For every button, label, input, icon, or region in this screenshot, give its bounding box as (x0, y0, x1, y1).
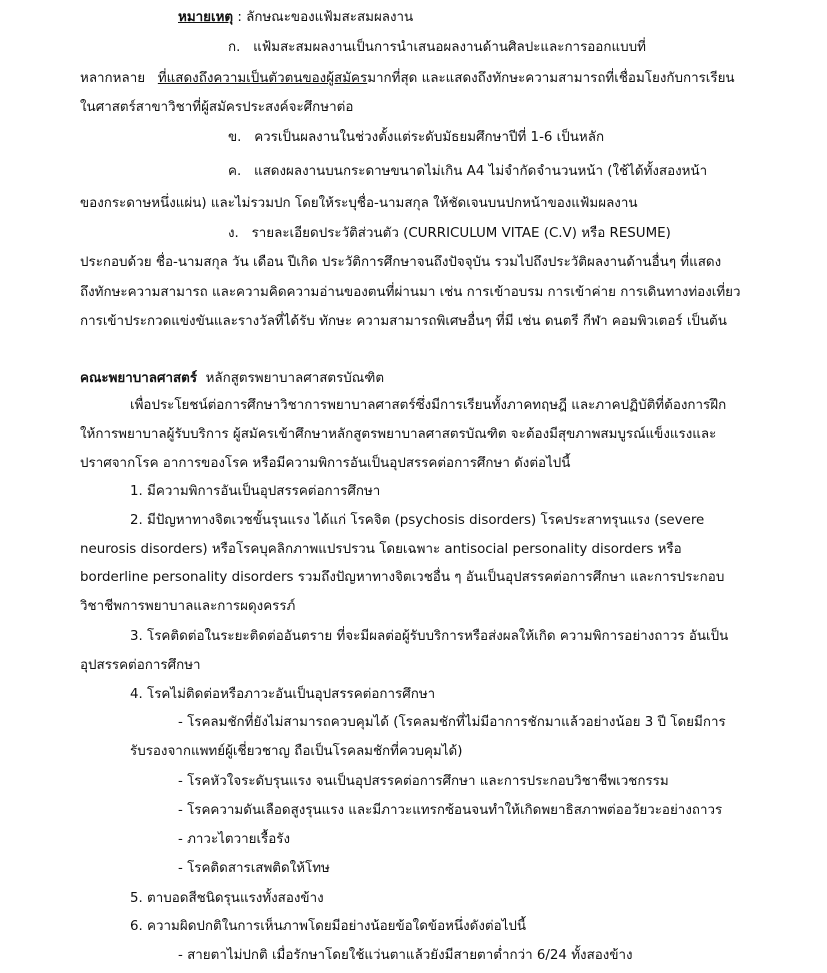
criterion-4-sub5: - โรคติดสารเสพติดให้โทษ (178, 861, 330, 876)
note-item-a-post: มากที่สุด และแสดงถึงทักษะความสามารถที่เชื่อมโยงกับการเรียน (367, 71, 735, 86)
nursing-heading (80, 370, 384, 388)
note-item-d-line4: การเข้าประกวดแข่งขันและรางวัลที่ได้รับ ทักษะ ความสามารถพิเศษอื่นๆ ที่มี เช่น ดนตรี กีฬา คอมพิวเตอร์ เป็นต้น (80, 314, 727, 329)
nursing-intro-line2: ให้การพยาบาลผู้รับบริการ ผู้สมัครเข้าศึกษาหลักสูตรพยาบาลศาสตรบัณฑิต จะต้องมีสุขภาพสมบูรณ์แข็งแรงและ (80, 427, 717, 442)
faculty-name: คณะพยาบาลศาสตร์ (80, 371, 198, 386)
note-item-a-prefix: ก. (228, 40, 241, 55)
note-item-c-text: แสดงผลงานบนกระดาษขนาดไม่เกิน A4 ไม่จำกัดจำนวนหน้า (ใช้ได้ทั้งสองหน้า (254, 164, 708, 179)
criterion-2-line2: neurosis disorders) หรือโรคบุคลิกภาพแปรปรวน โดยเฉพาะ antisocial personality disorders หรือ (80, 542, 682, 557)
criterion-4-sub3: - โรคความดันเลือดสูงรุนแรง และมีภาวะแทรกซ้อนจนทำให้เกิดพยาธิสภาพต่ออวัยวะอย่างถาวร (178, 803, 723, 818)
note-item-d-text: รายละเอียดประวัติส่วนตัว (CURRICULUM VITAE (C.V) หรือ RESUME) (251, 226, 671, 241)
note-item-a-line2 (80, 70, 735, 88)
criterion-6-sub1: - สายตาไม่ปกติ เมื่อรักษาโดยใช้แว่นตาแล้วยังมีสายตาต่ำกว่า 6/24 ทั้งสองข้าง (178, 948, 633, 963)
note-heading (178, 9, 413, 27)
criterion-4-sub4: - ภาวะไตวายเรื้อรัง (178, 832, 291, 847)
criterion-3-line2: อุปสรรคต่อการศึกษา (80, 658, 201, 673)
nursing-intro-line1: เพื่อประโยชน์ต่อการศึกษาวิชาการพยาบาลศาสตร์ซึ่งมีการเรียนทั้งภาคทฤษฎี และภาคปฏิบัติที่ต้องการฝึก (130, 398, 727, 413)
note-item-a-line3: ในศาสตร์สาขาวิชาที่ผู้สมัครประสงค์จะศึกษาต่อ (80, 100, 354, 115)
criterion-3-line1: 3. โรคติดต่อในระยะติดต่ออันตราย ที่จะมีผลต่อผู้รับบริการหรือส่งผลให้เกิด ความพิการอย่างถาวร อันเป็น (130, 629, 729, 644)
note-item-d-prefix: ง. (228, 226, 239, 241)
note-item-a-text: แฟ้มสะสมผลงานเป็นการนำเสนอผลงานด้านศิลปะและการออกแบบที่ (253, 40, 646, 55)
criterion-4-sub1-line2: รับรองจากแพทย์ผู้เชี่ยวชาญ ถือเป็นโรคลมชักที่ควบคุมได้) (130, 744, 463, 759)
criterion-1: 1. มีความพิการอันเป็นอุปสรรคต่อการศึกษา (130, 484, 381, 499)
note-item-a-line1 (228, 39, 646, 57)
criterion-4: 4. โรคไม่ติดต่อหรือภาวะอันเป็นอุปสรรคต่อการศึกษา (130, 687, 436, 702)
note-item-d-line3: ถึงทักษะความสามารถ และความคิดความอ่านของตนที่ผ่านมา เช่น การเข้าอบรม การเข้าค่าย การเดินทางท่องเที่ยว (80, 285, 741, 300)
criterion-6: 6. ความผิดปกติในการเห็นภาพโดยมีอย่างน้อยข้อใดข้อหนึ่งดังต่อไปนี้ (130, 919, 526, 934)
program-name: หลักสูตรพยาบาลศาสตรบัณฑิต (205, 371, 385, 386)
note-item-b-text: ควรเป็นผลงานในช่วงตั้งแต่ระดับมัธยมศึกษาปีที่ 1-6 เป็นหลัก (254, 130, 605, 145)
note-intro: : ลักษณะของแฟ้มสะสมผลงาน (237, 10, 414, 25)
criterion-2-line3: borderline personality disorders รวมถึงปัญหาทางจิตเวชอื่น ๆ อันเป็นอุปสรรคต่อการศึกษา และการประกอบ (80, 570, 725, 585)
note-item-c-line1 (228, 163, 707, 181)
criterion-4-sub2: - โรคหัวใจระดับรุนแรง จนเป็นอุปสรรคต่อการศึกษา และการประกอบวิชาชีพเวชกรรม (178, 774, 669, 789)
note-item-b (228, 129, 604, 147)
note-label: หมายเหตุ (178, 10, 234, 25)
note-item-a-underlined: ที่แสดงถึงความเป็นตัวตนของผู้สมัคร (157, 71, 368, 86)
criterion-5: 5. ตาบอดสีชนิดรุนแรงทั้งสองข้าง (130, 891, 324, 906)
criterion-2-line1: 2. มีปัญหาทางจิตเวชขั้นรุนแรง ได้แก่ โรคจิต (psychosis disorders) โรคประสาทรุนแรง (severe (130, 513, 705, 528)
note-item-b-prefix: ข. (228, 130, 242, 145)
note-item-d-line1 (228, 225, 671, 243)
note-item-a-pre: หลากหลาย (80, 71, 146, 86)
note-item-d-line2: ประกอบด้วย ชื่อ-นามสกุล วัน เดือน ปีเกิด ประวัติการศึกษาจนถึงปัจจุบัน รวมไปถึงประวัติผลงานด้านอื่นๆ ที่แสดง (80, 255, 722, 270)
note-item-c-line2: ของกระดาษหนึ่งแผ่น) และไม่รวมปก โดยให้ระบุชื่อ-นามสกุล ให้ชัดเจนบนปกหน้าของแฟ้มผลงาน (80, 196, 638, 211)
note-item-c-prefix: ค. (228, 164, 242, 179)
criterion-2-line4: วิชาชีพการพยาบาลและการผดุงครรภ์ (80, 599, 296, 614)
nursing-intro-line3: ปราศจากโรค อาการของโรค หรือมีความพิการอันเป็นอุปสรรคต่อการศึกษา ดังต่อไปนี้ (80, 456, 571, 471)
criterion-4-sub1-line1: - โรคลมชักที่ยังไม่สามารถควบคุมได้ (โรคลมชักที่ไม่มีอาการชักมาแล้วอย่างน้อย 3 ปี โดยมีการ (178, 715, 726, 730)
